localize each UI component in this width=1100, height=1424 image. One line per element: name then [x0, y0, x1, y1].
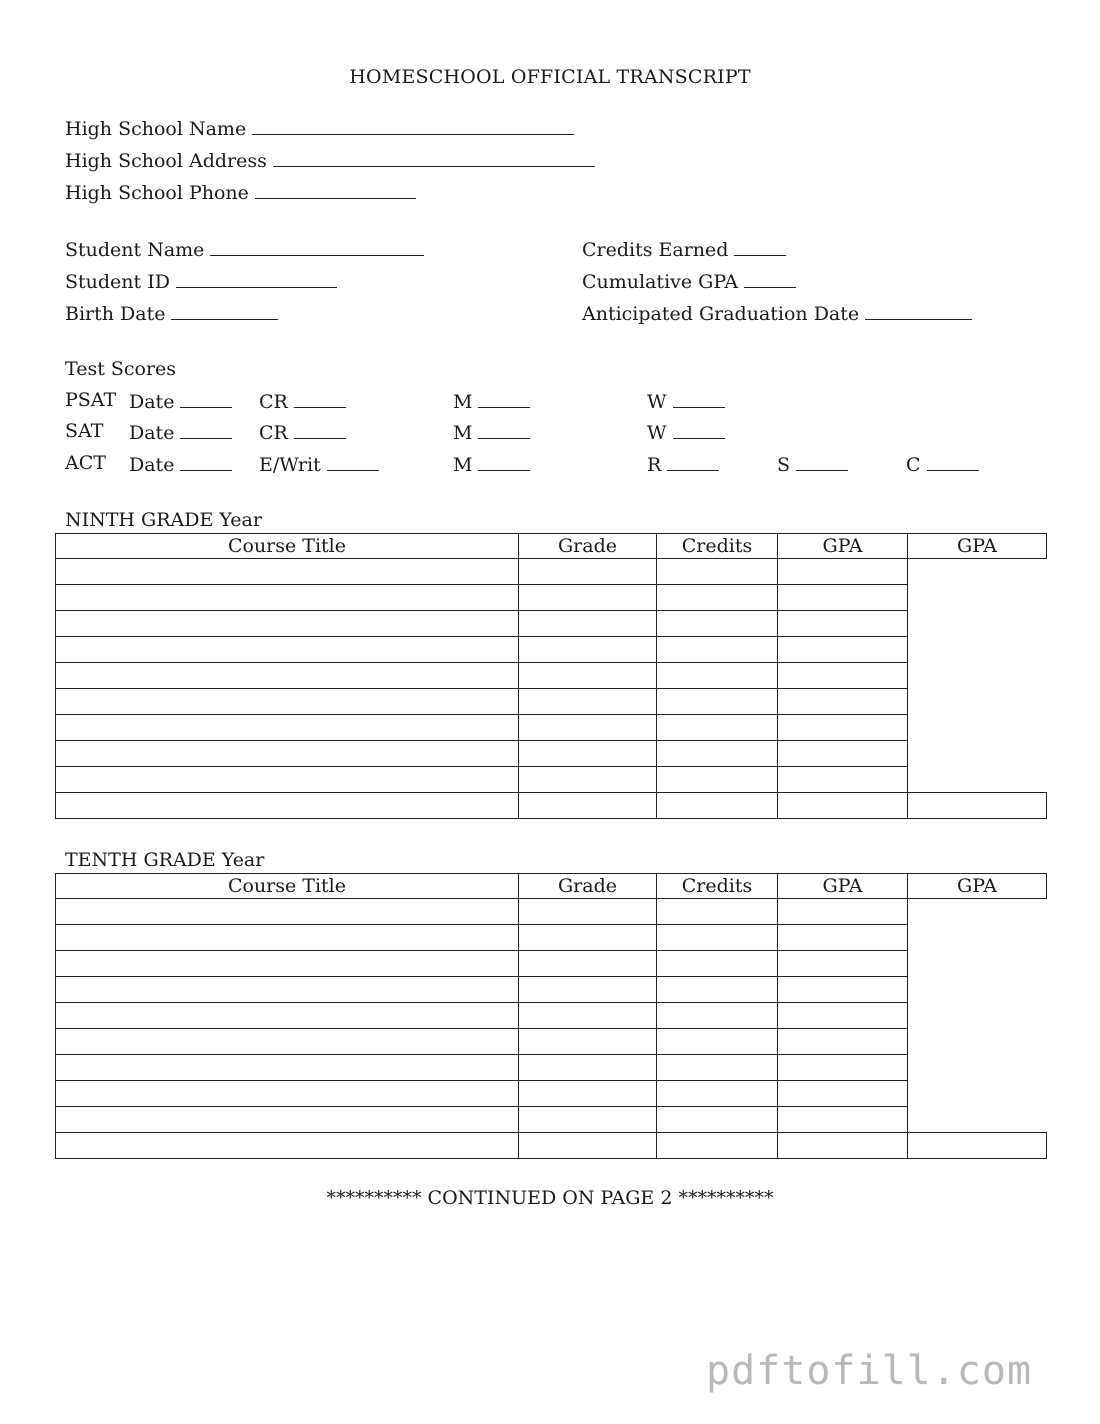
- total-gpa-cell[interactable]: [908, 1055, 1047, 1081]
- table-row: [56, 585, 1047, 611]
- gpa-header: GPA: [778, 874, 908, 899]
- sat-cr-field: CR: [259, 420, 346, 444]
- grade-cell[interactable]: [519, 1081, 657, 1107]
- total-gpa-cell[interactable]: [908, 559, 1047, 585]
- act-c-input[interactable]: [927, 452, 979, 471]
- gpa-cell[interactable]: [778, 793, 908, 819]
- student-id-label: Student ID: [65, 271, 170, 293]
- credits-cell[interactable]: [657, 715, 778, 741]
- credits-cell[interactable]: [657, 1133, 778, 1159]
- table-row: [56, 611, 1047, 637]
- table-row: [56, 741, 1047, 767]
- psat-w-input[interactable]: [673, 389, 725, 408]
- total-gpa-cell[interactable]: [908, 637, 1047, 663]
- gpa-cell[interactable]: [778, 559, 908, 585]
- credits-earned-input[interactable]: [734, 237, 786, 256]
- gpa-cell[interactable]: [778, 741, 908, 767]
- table-row: [56, 793, 1047, 819]
- act-label: ACT: [65, 452, 106, 474]
- school-address-input[interactable]: [273, 148, 595, 167]
- sat-w-input[interactable]: [673, 420, 725, 439]
- credits-cell[interactable]: [657, 925, 778, 951]
- psat-w-field: W: [647, 389, 725, 413]
- course-title-cell[interactable]: [56, 559, 519, 585]
- course-title-header: Course Title: [56, 874, 519, 899]
- psat-cr-field: CR: [259, 389, 346, 413]
- credits-cell[interactable]: [657, 1107, 778, 1133]
- cumulative-gpa-field: [582, 269, 796, 293]
- course-title-cell[interactable]: [56, 1133, 519, 1159]
- act-m-input[interactable]: [478, 452, 530, 471]
- credits-cell[interactable]: [657, 559, 778, 585]
- total-gpa-cell[interactable]: [908, 1107, 1047, 1133]
- cumulative-gpa-input[interactable]: [744, 269, 796, 288]
- total-gpa-cell[interactable]: [908, 1029, 1047, 1055]
- credits-cell[interactable]: [657, 611, 778, 637]
- school-phone-label: High School Phone: [65, 182, 249, 204]
- table-row: [56, 689, 1047, 715]
- tenth-grade-rows: [56, 899, 1047, 1159]
- grade-cell[interactable]: [519, 663, 657, 689]
- total-gpa-cell[interactable]: [908, 741, 1047, 767]
- act-date-input[interactable]: [180, 452, 232, 471]
- gpa-cell[interactable]: [778, 1081, 908, 1107]
- birth-date-field: [65, 301, 278, 325]
- credits-cell[interactable]: [657, 899, 778, 925]
- credits-earned-field: [582, 237, 786, 261]
- total-gpa-header: GPA: [908, 534, 1047, 559]
- grade-cell[interactable]: [519, 1029, 657, 1055]
- student-name-input[interactable]: [210, 237, 424, 256]
- credits-cell[interactable]: [657, 1055, 778, 1081]
- grade-cell[interactable]: [519, 951, 657, 977]
- sat-date-input[interactable]: [180, 420, 232, 439]
- table-row: [56, 1107, 1047, 1133]
- total-gpa-cell[interactable]: [908, 1081, 1047, 1107]
- course-title-cell[interactable]: [56, 663, 519, 689]
- course-title-cell[interactable]: [56, 1029, 519, 1055]
- table-row: [56, 637, 1047, 663]
- course-title-cell[interactable]: [56, 585, 519, 611]
- birth-date-input[interactable]: [171, 301, 278, 320]
- table-row: [56, 1029, 1047, 1055]
- course-title-cell[interactable]: [56, 767, 519, 793]
- credits-cell[interactable]: [657, 951, 778, 977]
- act-ewrit-input[interactable]: [327, 452, 379, 471]
- grade-cell[interactable]: [519, 899, 657, 925]
- credits-cell[interactable]: [657, 793, 778, 819]
- grade-cell[interactable]: [519, 559, 657, 585]
- graduation-date-input[interactable]: [865, 301, 972, 320]
- cumulative-gpa-label: Cumulative GPA: [582, 271, 739, 293]
- watermark-logo: pdftofill.com: [706, 1348, 1033, 1394]
- table-header-row: [56, 534, 1047, 559]
- student-name-label: Student Name: [65, 239, 205, 261]
- grade-cell[interactable]: [519, 1107, 657, 1133]
- table-row: [56, 559, 1047, 585]
- credits-cell[interactable]: [657, 663, 778, 689]
- total-gpa-cell[interactable]: [908, 925, 1047, 951]
- sat-date-field: Date: [129, 420, 232, 444]
- table-row: [56, 951, 1047, 977]
- course-title-cell[interactable]: [56, 637, 519, 663]
- grade-header: Grade: [519, 874, 657, 899]
- grade-header: Grade: [519, 534, 657, 559]
- gpa-cell[interactable]: [778, 951, 908, 977]
- total-gpa-cell[interactable]: [908, 793, 1047, 819]
- act-date-field: Date: [129, 452, 232, 476]
- credits-header: Credits: [657, 874, 778, 899]
- graduation-date-label: Anticipated Graduation Date: [582, 303, 860, 325]
- grade-cell[interactable]: [519, 715, 657, 741]
- gpa-cell[interactable]: [778, 637, 908, 663]
- table-row: [56, 899, 1047, 925]
- psat-m-input[interactable]: [478, 389, 530, 408]
- total-gpa-cell[interactable]: [908, 767, 1047, 793]
- course-title-cell[interactable]: [56, 793, 519, 819]
- credits-cell[interactable]: [657, 1081, 778, 1107]
- grade-cell[interactable]: [519, 741, 657, 767]
- sat-w-field: W: [647, 420, 725, 444]
- sat-cr-input[interactable]: [294, 420, 346, 439]
- course-title-cell[interactable]: [56, 1081, 519, 1107]
- credits-cell[interactable]: [657, 1003, 778, 1029]
- gpa-cell[interactable]: [778, 663, 908, 689]
- psat-m-field: M: [453, 389, 530, 413]
- credits-cell[interactable]: [657, 767, 778, 793]
- sat-label: SAT: [65, 420, 104, 442]
- grade-cell[interactable]: [519, 793, 657, 819]
- total-gpa-cell[interactable]: [908, 899, 1047, 925]
- school-name-input[interactable]: [252, 116, 574, 135]
- course-title-cell[interactable]: [56, 689, 519, 715]
- sat-m-field: M: [453, 420, 530, 444]
- table-row: [56, 663, 1047, 689]
- table-row: [56, 767, 1047, 793]
- course-title-cell[interactable]: [56, 925, 519, 951]
- course-title-cell[interactable]: [56, 899, 519, 925]
- total-gpa-cell[interactable]: [908, 663, 1047, 689]
- credits-earned-label: Credits Earned: [582, 239, 729, 261]
- gpa-cell[interactable]: [778, 689, 908, 715]
- credits-cell[interactable]: [657, 637, 778, 663]
- gpa-cell[interactable]: [778, 715, 908, 741]
- total-gpa-cell[interactable]: [908, 689, 1047, 715]
- total-gpa-header: GPA: [908, 874, 1047, 899]
- grade-cell[interactable]: [519, 611, 657, 637]
- student-id-input[interactable]: [176, 269, 337, 288]
- student-id-field: [65, 269, 337, 293]
- gpa-cell[interactable]: [778, 977, 908, 1003]
- sat-m-input[interactable]: [478, 420, 530, 439]
- act-s-field: S: [777, 452, 848, 476]
- gpa-cell[interactable]: [778, 925, 908, 951]
- course-title-header: Course Title: [56, 534, 519, 559]
- credits-cell[interactable]: [657, 741, 778, 767]
- gpa-cell[interactable]: [778, 585, 908, 611]
- credits-cell[interactable]: [657, 585, 778, 611]
- gpa-cell[interactable]: [778, 1055, 908, 1081]
- total-gpa-cell[interactable]: [908, 611, 1047, 637]
- school-address-label: High School Address: [65, 150, 267, 172]
- psat-cr-input[interactable]: [294, 389, 346, 408]
- gpa-cell[interactable]: [778, 899, 908, 925]
- grade-cell[interactable]: [519, 689, 657, 715]
- table-row: [56, 1133, 1047, 1159]
- continued-notice: ********** CONTINUED ON PAGE 2 **********: [326, 1187, 774, 1209]
- act-ewrit-field: E/Writ: [259, 452, 379, 476]
- table-header-row: [56, 874, 1047, 899]
- school-phone-input[interactable]: [255, 180, 416, 199]
- grade-cell[interactable]: [519, 1055, 657, 1081]
- grade-cell[interactable]: [519, 767, 657, 793]
- ninth-grade-heading: NINTH GRADE Year: [65, 509, 262, 531]
- course-title-cell[interactable]: [56, 611, 519, 637]
- course-title-cell[interactable]: [56, 715, 519, 741]
- page-title: HOMESCHOOL OFFICIAL TRANSCRIPT: [349, 66, 751, 88]
- birth-date-label: Birth Date: [65, 303, 166, 325]
- gpa-header: GPA: [778, 534, 908, 559]
- total-gpa-cell[interactable]: [908, 1133, 1047, 1159]
- gpa-cell[interactable]: [778, 767, 908, 793]
- school-phone-field: [65, 180, 416, 204]
- credits-header: Credits: [657, 534, 778, 559]
- grade-cell[interactable]: [519, 585, 657, 611]
- school-address-field: [65, 148, 595, 172]
- credits-cell[interactable]: [657, 977, 778, 1003]
- total-gpa-cell[interactable]: [908, 715, 1047, 741]
- course-title-cell[interactable]: [56, 741, 519, 767]
- ninth-grade-table: [55, 533, 1047, 819]
- tenth-grade-heading: TENTH GRADE Year: [65, 849, 265, 871]
- grade-cell[interactable]: [519, 1003, 657, 1029]
- gpa-cell[interactable]: [778, 611, 908, 637]
- psat-date-field: Date: [129, 389, 232, 413]
- total-gpa-cell[interactable]: [908, 951, 1047, 977]
- act-s-input[interactable]: [796, 452, 848, 471]
- total-gpa-cell[interactable]: [908, 1003, 1047, 1029]
- tenth-grade-table: [55, 873, 1047, 1159]
- student-name-field: [65, 237, 424, 261]
- psat-label: PSAT: [65, 389, 117, 411]
- credits-cell[interactable]: [657, 1029, 778, 1055]
- act-c-field: C: [906, 452, 979, 476]
- grade-cell[interactable]: [519, 977, 657, 1003]
- table-row: [56, 715, 1047, 741]
- course-title-cell[interactable]: [56, 1055, 519, 1081]
- gpa-cell[interactable]: [778, 1003, 908, 1029]
- total-gpa-cell[interactable]: [908, 585, 1047, 611]
- credits-cell[interactable]: [657, 689, 778, 715]
- course-title-cell[interactable]: [56, 977, 519, 1003]
- course-title-cell[interactable]: [56, 1003, 519, 1029]
- test-scores-heading: Test Scores: [65, 358, 177, 380]
- course-title-cell[interactable]: [56, 1107, 519, 1133]
- ninth-grade-rows: [56, 559, 1047, 819]
- grade-cell[interactable]: [519, 1133, 657, 1159]
- course-title-cell[interactable]: [56, 951, 519, 977]
- grade-cell[interactable]: [519, 637, 657, 663]
- psat-date-input[interactable]: [180, 389, 232, 408]
- gpa-cell[interactable]: [778, 1107, 908, 1133]
- school-name-field: [65, 116, 574, 140]
- school-name-label: High School Name: [65, 118, 247, 140]
- total-gpa-cell[interactable]: [908, 977, 1047, 1003]
- act-r-field: R: [647, 452, 719, 476]
- table-row: [56, 1055, 1047, 1081]
- table-row: [56, 977, 1047, 1003]
- act-m-field: M: [453, 452, 530, 476]
- table-row: [56, 1081, 1047, 1107]
- gpa-cell[interactable]: [778, 1133, 908, 1159]
- act-r-input[interactable]: [667, 452, 719, 471]
- table-row: [56, 1003, 1047, 1029]
- table-row: [56, 925, 1047, 951]
- gpa-cell[interactable]: [778, 1029, 908, 1055]
- graduation-date-field: [582, 301, 972, 325]
- grade-cell[interactable]: [519, 925, 657, 951]
